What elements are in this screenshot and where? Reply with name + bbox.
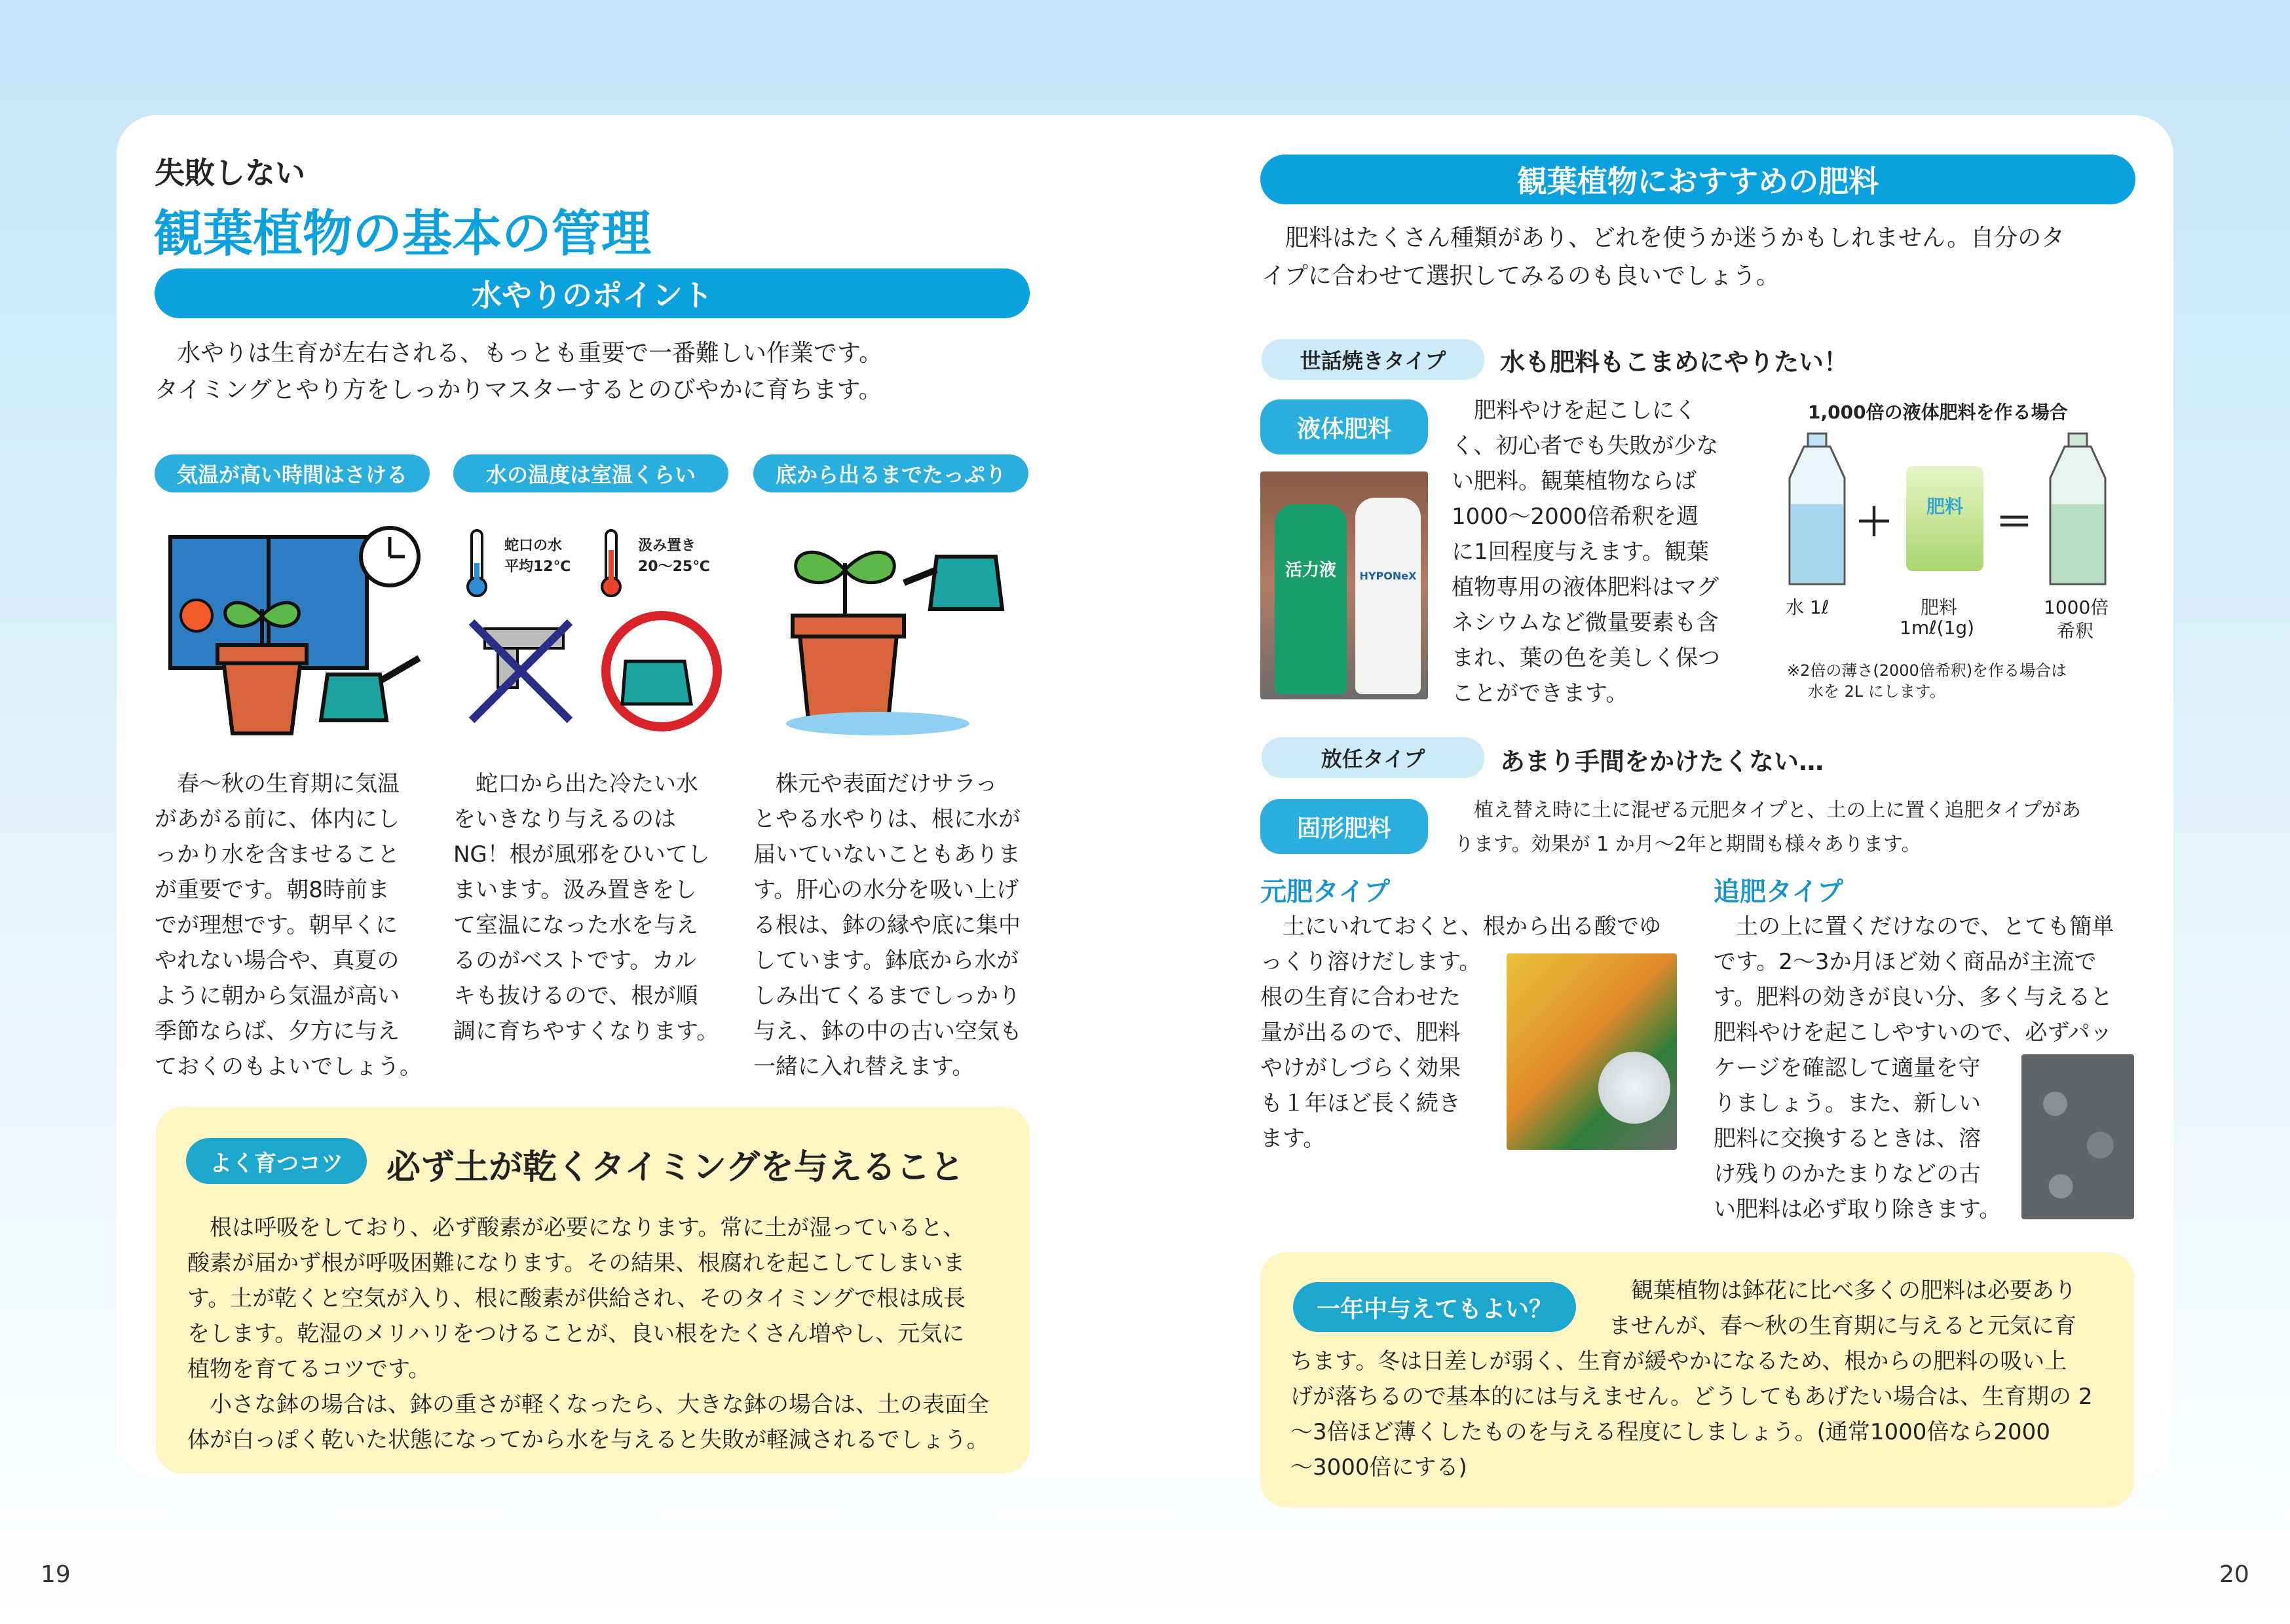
page-number-left: 19 (41, 1561, 71, 1588)
bottle-green (1275, 504, 1347, 694)
result-label-2: 希釈 (2057, 620, 2094, 642)
liquid-fertilizer-photo (1260, 471, 1428, 699)
type-heading-attentive: 水も肥料もこまめにやりたい！ (1500, 348, 1849, 377)
liquid-fertilizer-badge: 液体肥料 (1260, 399, 1428, 454)
water-label: 水 1ℓ (1786, 597, 1830, 618)
top-dressing-photo (2021, 1054, 2134, 1219)
page-number-right: 20 (2219, 1561, 2249, 1588)
faq-text: ちます。冬は日差しが弱く、生育が緩やかになるため、根からの肥料の吸い上 げが落ちるので基本的には与えません。どうしてもあげたい場合は、生育期の 2 〜3倍ほど薄くしたものを与える程度にしましょう。(通常1000倍なら2000 〜3000倍にする) (1290, 1348, 2093, 1481)
illustration-morning-watering (164, 517, 426, 740)
bottle-white-label: HYPONeX (1359, 570, 1417, 582)
fertilizer-packet-icon (1906, 466, 1983, 571)
water-section-header: 水やりのポイント (155, 268, 1030, 318)
diluted-bottle-icon (2045, 432, 2111, 589)
dilution-note-1: ※2倍の薄さ(2000倍希釈)を作る場合は (1787, 661, 2067, 680)
tip-text-temperature: 春〜秋の生育期に気温 があがる前に、体内にし っかり水を含ませること が重要です。朝8時前ま でが理想です。朝早くに やれない場合や、真夏の ように朝から気温が高い 季節ならば、夕方に与え ておくのもよいでしょう。 (155, 771, 422, 1080)
solid-fertilizer-badge: 固形肥料 (1260, 799, 1428, 854)
growing-tip-heading: 必ず土が乾くタイミングを与えること (386, 1148, 964, 1187)
water-intro-line-2: タイミングとやり方をしっかりマスターするとのびやかに育ちます。 (155, 377, 882, 403)
growing-tip-badge: よく育つコツ (186, 1138, 367, 1184)
type-badge-hands-off: 放任タイプ (1262, 737, 1484, 778)
thermometer-2-value: 20〜25℃ (638, 559, 710, 575)
top-dressing-text: 土の上に置くだけなので、とても簡単 です。2〜3か月ほど効く商品が主流で す。肥料の効きが良い分、多く与えると 肥料やけを起こしやすいので、必ずパッ ケージを確認して適量を守 りましょう。また、新しい 肥料に交換するときは、溶 け残りのかたまりなどの古 い肥料は必ず取り除きます。 (1714, 913, 2114, 1223)
liquid-fertilizer-text: 肥料やけを起こしにく く、初心者でも失敗が少な い肥料。観葉植物ならば 1000〜2000倍希釈を週 に1回程度与えます。観葉 植物専用の液体肥料はマグ ネシウムなど微量要素も含 まれ、葉の色を美しく保つ ことができます。 (1452, 397, 1721, 707)
page-subtitle: 失敗しない (155, 155, 305, 191)
fertilizer-packet-label: 肥料 (1926, 496, 1963, 517)
tip-label-temperature: 気温が高い時間はさける (155, 454, 430, 492)
bottle-green-label: 活力液 (1285, 561, 1336, 580)
tip-label-water-temp: 水の温度は室温くらい (453, 454, 728, 492)
water-intro-line-1: 水やりは生育が左右される、もっとも重要で一番難しい作業です。 (177, 340, 883, 367)
base-fertilizer-photo (1507, 953, 1677, 1150)
granule-dish (1598, 1052, 1670, 1124)
top-dressing-title: 追肥タイプ (1714, 877, 1843, 907)
fertilizer-intro-line-2: イプに合わせて選択してみるのも良いでしょう。 (1262, 263, 1780, 289)
base-fertilizer-title: 元肥タイプ (1260, 877, 1390, 907)
tip-label-until-drains: 底から出るまでたっぷり (753, 454, 1028, 492)
bottle-white (1355, 498, 1421, 694)
fertilizer-amount-label-1: 肥料 (1921, 597, 1958, 618)
thermometer-2-label: 汲み置き (638, 538, 696, 554)
illustration-drain-watering (773, 517, 1035, 740)
plus-sign: ＋ (1855, 500, 1894, 544)
water-bottle-icon (1784, 432, 1850, 589)
equals-sign: ＝ (1995, 500, 2034, 544)
growing-tip-text: 根は呼吸をしており、必ず酸素が必要になります。常に土が湿っていると、 酸素が届かず根が呼吸困難になります。その結果、根腐れを起こしてしまいま す。土が乾くと空気が入り、根に酸素が供給され、そのタイミングで根は成長 をします。乾湿のメリハリをつけることが、良い根をたくさん増やし、元気に 植物を育てるコツです。 小さな鉢の場合は、鉢の重さが軽くなったら、大きな鉢の場合は、土の表面全 体が白っぽく乾いた状態になってから水を与えると失敗が軽減されるでしょう。 (187, 1215, 989, 1453)
dilution-note-2: 水を 2L にします。 (1808, 682, 1945, 701)
tip-text-water-temp: 蛇口から出た冷たい水 をいきなり与えるのは NG！根が風邪をひいてし まいます。汲み置きをし て室温になった水を与え るのがベストです。カル キも抜けるので、根が順 調に育ちやすくなります。 (453, 771, 719, 1044)
faq-badge: 一年中与えてもよい？ (1293, 1282, 1576, 1332)
page-title: 観葉植物の基本の管理 (153, 204, 651, 263)
thermometer-1-value: 平均12℃ (504, 559, 571, 575)
faq-text-short: 観葉植物は鉢花に比べ多くの肥料は必要あり ませんが、春〜秋の生育期に与えると元気に育 (1609, 1278, 2076, 1339)
base-fertilizer-text: 土にいれておくと、根から出る酸でゆ っくり溶けだします。 根の生育に合わせた 量が出るので、肥料 やけがしづらく効果 も１年ほど長く続き ます。 (1260, 913, 1661, 1152)
fertilizer-section-header: 観葉植物におすすめの肥料 (1260, 155, 2135, 204)
fertilizer-intro-line-1: 肥料はたくさん種類があり、どれを使うか迷うかもしれません。自分のタ (1285, 225, 2065, 251)
solid-fertilizer-text: 植え替え時に土に混ぜる元肥タイプと、土の上に置く追肥タイプがあ ります。効果が 1 か月〜2年と期間も様々あります。 (1454, 799, 2081, 856)
fertilizer-amount-label-2: 1mℓ(1g) (1900, 617, 1975, 638)
type-badge-attentive: 世話焼きタイプ (1262, 339, 1484, 380)
type-heading-hands-off: あまり手間をかけたくない… (1500, 747, 1824, 776)
dilution-title: 1,000倍の液体肥料を作る場合 (1808, 401, 2068, 423)
thermometer-1-label: 蛇口の水 (504, 538, 563, 554)
tip-text-until-drains: 株元や表面だけサラっ とやる水やりは、根に水が 届いていないこともありま す。肝心の水分を吸い上げ る根は、鉢の縁や底に集中 しています。鉢底から水が しみ出てくるまでしっかり 与え、鉢の中の古い空気も 一緒に入れ替えます。 (753, 771, 1023, 1080)
result-label-1: 1000倍 (2044, 597, 2109, 618)
